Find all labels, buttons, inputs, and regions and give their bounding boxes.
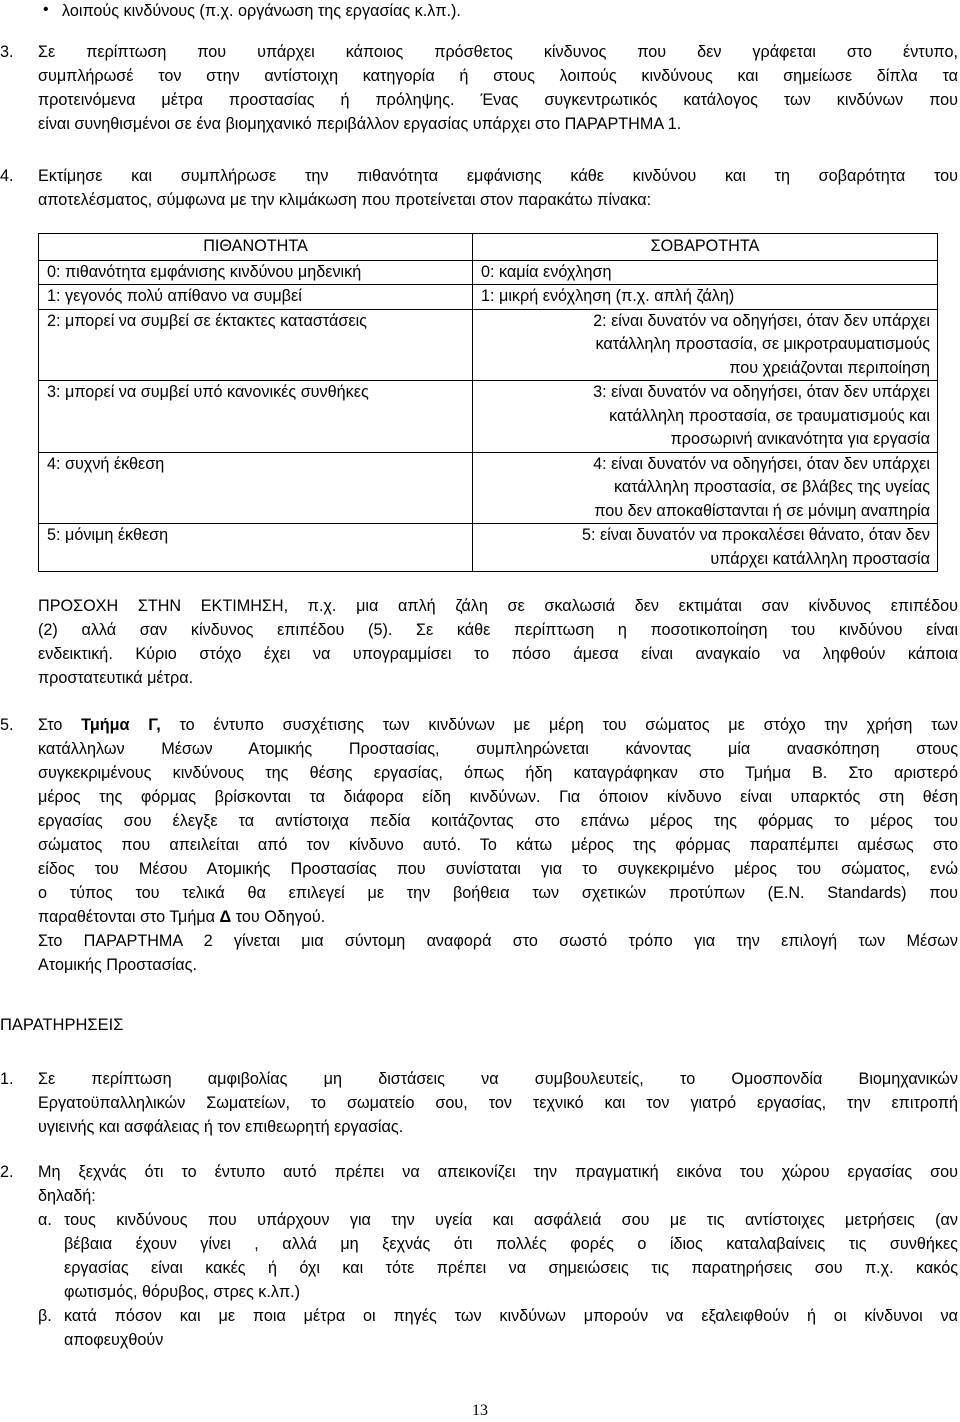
- severity-cell: [473, 285, 938, 310]
- severity-line: 3: είναι δυνατόν να οδηγήσει, όταν δεν υπάρχει: [593, 383, 930, 401]
- paragraph-line: μέρος της φόρμας βρίσκονται τα διάφορα είδη κινδύνων. Για όποιον κίνδυνο είναι υπαρκτός στη θέση: [38, 788, 958, 806]
- severity-line: 5: είναι δυνατόν να προκαλέσει θάνατο, όταν δεν: [581, 526, 930, 544]
- text-run: Στο: [38, 716, 82, 734]
- severity-line: κατάλληλη προστασία, σε βλάβες της υγείας: [613, 478, 930, 496]
- paragraph-line: [38, 713, 958, 737]
- paragraph-line: Εκτίμησε και συμπλήρωσε την πιθανότητα εμφάνισης κάθε κινδύνου και τη σοβαρότητα του: [38, 167, 958, 185]
- paragraph-line: φωτισμός, θόρυβος, στρες κ.λπ.): [64, 1283, 301, 1301]
- probability-cell: 4: συχνή έκθεση: [39, 452, 473, 524]
- probability-cell: 1: γεγονός πολύ απίθανο να συμβεί: [39, 285, 473, 310]
- paragraph-line: [38, 905, 958, 929]
- attention-note: [38, 594, 958, 690]
- table-header-row: [39, 234, 938, 261]
- severity-cell: [473, 260, 938, 285]
- header-probability: ΠΙΘΑΝΟΤΗΤΑ: [39, 234, 473, 261]
- paragraph-line: τους κινδύνους που υπάρχουν για την υγεία και ασφάλειά σου με τις αντίστοιχες μετρήσεις (αν: [64, 1211, 958, 1229]
- table-row: [39, 524, 938, 572]
- severity-line: 0: καμία ενόχληση: [481, 262, 612, 281]
- paragraph-line: ενδεικτική. Κύριο στόχο έχει να υπογραμμίσει το πόσο άμεσα είναι αναγκαίο να ληφθούν κάποια: [38, 645, 958, 663]
- item-number: 5.: [0, 716, 14, 734]
- paragraph-line: κατάλληλων Μέσων Ατομικής Προστασίας, συμπληρώνεται κάνοντας μία ανασκόπηση στους: [38, 740, 958, 758]
- severity-cell: [473, 309, 938, 381]
- bullet-text: λοιπούς κινδύνους (π.χ. οργάνωση της εργασίας κ.λπ.).: [62, 2, 461, 20]
- paragraph-line: συμπλήρωσέ τον στην αντίστοιχη κατηγορία ή στους λοιπούς κινδύνους και σημείωσε δίπλα τα: [38, 67, 958, 85]
- probability-cell: 5: μόνιμη έκθεση: [39, 524, 473, 572]
- paragraph-line: Εργατοϋπαλληλικών Σωματείων, το σωματείο σου, τον τεχνικό και τον γιατρό εργασίας, την επιτροπή: [38, 1094, 958, 1112]
- paragraph-line: κατά πόσον και με ποια μέτρα οι πηγές των κινδύνων μπορούν να εξαλειφθούν ή οι κίνδυνοι να: [64, 1307, 958, 1325]
- severity-cell: [473, 524, 938, 572]
- paragraph-line: υγιεινής και ασφάλειας ή τον επιθεωρητή εργασίας.: [38, 1118, 404, 1136]
- instruction-item-3: [0, 40, 958, 136]
- paragraph-line: Σε περίπτωση που υπάρχει κάποιος πρόσθετος κίνδυνος που δεν γράφεται στο έντυπο,: [38, 43, 958, 61]
- text-run: παραθέτονται στο Τμήμα: [38, 908, 220, 926]
- paragraph-line: αποτελέσματος, σύμφωνα με την κλιμάκωση που προτείνεται στον παρακάτω πίνακα:: [38, 191, 652, 209]
- paragraph-line: Ατομικής Προστασίας.: [38, 956, 197, 974]
- page-number: 13: [472, 1402, 488, 1419]
- paragraph-line: είδος του Μέσου Ατομικής Προστασίας που συνίσταται για το συγκεκριμένο μέρος του σώματος, ενώ: [38, 860, 958, 878]
- paragraph-line: σώματος που απειλείται από τον κίνδυνο αυτό. Το κάτω μέρος της φόρμας παραπέμπει αμέσως στο: [38, 836, 958, 854]
- probability-cell: 3: μπορεί να συμβεί υπό κανονικές συνθήκες: [39, 381, 473, 453]
- paragraph-line: βέβαια έχουν γίνει , αλλά μη ξεχνάς ότι πολλές φορές ο ίδιος καταλαβαίνεις τις συνθήκες: [64, 1235, 958, 1253]
- severity-line: υπάρχει κατάλληλη προστασία: [710, 549, 930, 568]
- paragraph-line: εργασίας είναι κακές ή όχι και τότε πρέπει να σημειώσεις τις παρατηρήσεις σου π.χ. κακός: [64, 1259, 958, 1277]
- paragraph-line: δηλαδή:: [38, 1187, 96, 1205]
- bullet-symbol: •: [43, 1, 49, 18]
- paragraph-line: συγκεκριμένους κινδύνους της θέσης εργασίας, όπως ήδη καταγράφηκαν στο Τμήμα Β. Στο αριστερό: [38, 764, 958, 782]
- severity-line: προσωρινή ανικανότητα για εργασία: [670, 430, 930, 448]
- item-number: 4.: [0, 167, 14, 185]
- severity-line: 1: μικρή ενόχληση (π.χ. απλή ζάλη): [481, 287, 735, 305]
- instruction-item-4: [0, 164, 958, 212]
- table-row: [39, 309, 938, 381]
- severity-line: που δεν αποκαθίστανται ή σε μόνιμη αναπηρία: [594, 501, 930, 520]
- probability-cell: 2: μπορεί να συμβεί σε έκτακτες καταστάσεις: [39, 309, 473, 381]
- paragraph-line: αποφευχθούν: [64, 1331, 164, 1349]
- table-row: [39, 285, 938, 310]
- remark-item-1: [0, 1067, 958, 1139]
- paragraph-line: ΠΡΟΣΟΧΗ ΣΤΗΝ ΕΚΤΙΜΗΣΗ, π.χ. μια απλή ζάλη σε σκαλωσιά δεν εκτιμάται σαν κίνδυνος επιπέδου: [38, 597, 958, 615]
- section-reference: Τμήμα Γ,: [81, 716, 161, 734]
- severity-line: 4: είναι δυνατόν να οδηγήσει, όταν δεν υπάρχει: [593, 454, 930, 473]
- paragraph-line: Στο ΠΑΡΑΡΤΗΜΑ 2 γίνεται μια σύντομη αναφορά στο σωστό τρόπο για την επιλογή των Μέσων: [38, 932, 958, 950]
- text-run: το έντυπο συσχέτισης των κινδύνων με μέρη του σώματος με στόχο την χρήση των: [160, 716, 958, 734]
- table-row: [39, 381, 938, 453]
- remarks-title: ΠΑΡΑΤΗΡΗΣΕΙΣ: [0, 1016, 124, 1034]
- subitem-label: β.: [38, 1307, 52, 1325]
- bullet-item: [0, 2, 960, 22]
- paragraph-line: προτεινόμενα μέτρα προστασίας ή πρόληψης. Ένας συγκεντρωτικός κατάλογος των κινδύνων που: [38, 91, 958, 109]
- section-reference: Δ: [219, 908, 232, 926]
- severity-line: που χρειάζονται περιποίηση: [729, 358, 930, 377]
- paragraph-line: προστατευτικά μέτρα.: [38, 669, 194, 687]
- risk-scale-table: [38, 233, 938, 572]
- severity-cell: [473, 452, 938, 524]
- subitem-label: α.: [38, 1211, 52, 1229]
- paragraph-line: ο τύπος του τελικά θα επιλεγεί με την βοήθεια των σχετικών προτύπων (Ε.Ν. Standards) που: [38, 884, 958, 902]
- paragraph-line: εργασίας σου έλεγξε τα αντίστοιχα πεδία κοιτάζοντας στο επάνω μέρος της φόρμας το μέρος του: [38, 812, 958, 830]
- table-row: [39, 452, 938, 524]
- severity-line: κατάλληλη προστασία, σε τραυματισμούς και: [609, 406, 930, 425]
- text-run: του Οδηγού.: [231, 908, 326, 926]
- remark-subitem-a: [38, 1208, 958, 1304]
- paragraph-line: Μη ξεχνάς ότι το έντυπο αυτό πρέπει να απεικονίζει την πραγματική εικόνα του χώρου εργασίας σου: [38, 1163, 958, 1181]
- header-severity: ΣΟΒΑΡΟΤΗΤΑ: [473, 234, 938, 261]
- paragraph-line: Σε περίπτωση αμφιβολίας μη διστάσεις να συμβουλευτείς, το Ομοσπονδία Βιομηχανικών: [38, 1070, 958, 1088]
- item-number: 1.: [0, 1070, 14, 1088]
- remark-item-2: [0, 1160, 958, 1208]
- probability-cell: 0: πιθανότητα εμφάνισης κινδύνου μηδενική: [39, 260, 473, 285]
- item-number: 2.: [0, 1163, 14, 1181]
- remark-subitem-b: [38, 1304, 958, 1352]
- item-number: 3.: [0, 43, 14, 61]
- severity-line: κατάλληλη προστασία, σε μικροτραυματισμούς: [595, 335, 930, 353]
- severity-line: 2: είναι δυνατόν να οδηγήσει, όταν δεν υπάρχει: [593, 311, 930, 330]
- severity-cell: [473, 381, 938, 453]
- instruction-item-5: [0, 713, 958, 977]
- paragraph-line: είναι συνηθισμένοι σε ένα βιομηχανικό περιβάλλον εργασίας υπάρχει στο ΠΑΡΑΡΤΗΜΑ 1.: [38, 115, 682, 133]
- paragraph-line: (2) αλλά σαν κίνδυνος επιπέδου (5). Σε κάθε περίπτωση η ποσοτικοποίηση του κινδύνου είναι: [38, 621, 958, 639]
- table-row: [39, 260, 938, 285]
